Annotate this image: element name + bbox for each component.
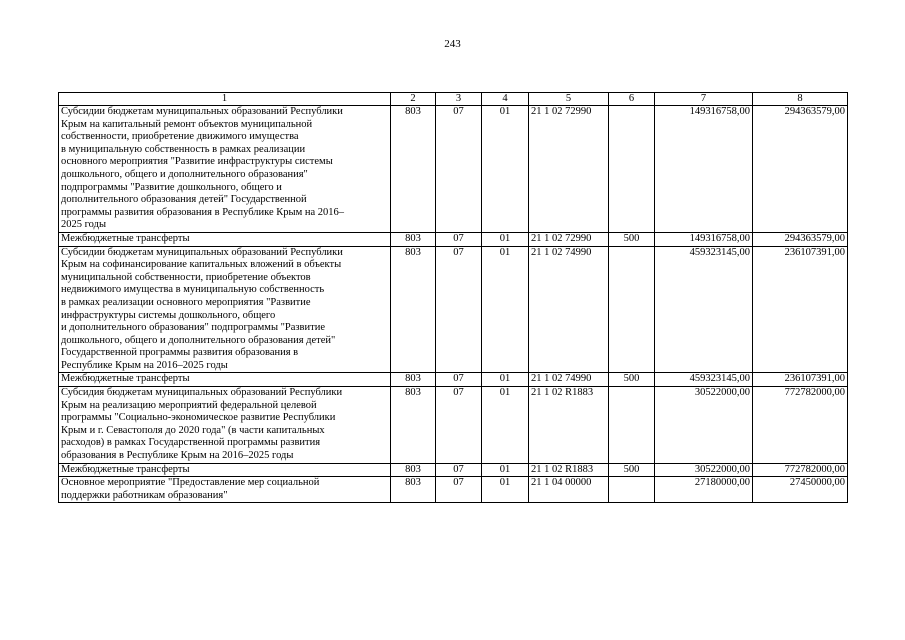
admin-code-cell: 803 xyxy=(391,373,436,387)
description-line: Субсидии бюджетам муниципальных образований Республики xyxy=(61,246,343,258)
section-code-cell: 07 xyxy=(436,106,482,233)
expense-type-cell xyxy=(609,106,655,233)
target-article-cell: 21 1 02 72990 xyxy=(529,106,609,233)
target-article-cell: 21 1 04 00000 xyxy=(529,477,609,503)
target-article-cell: 21 1 02 72990 xyxy=(529,232,609,246)
amount-2018-cell: 236107391,00 xyxy=(753,246,848,373)
table-row xyxy=(59,463,848,477)
expense-type-cell: 500 xyxy=(609,232,655,246)
column-header-7: 7 xyxy=(655,93,753,106)
section-code-cell: 07 xyxy=(436,387,482,464)
expense-type-cell: 500 xyxy=(609,373,655,387)
column-header-1: 1 xyxy=(59,93,391,106)
description-line: Межбюджетные трансферты xyxy=(61,463,190,475)
column-header-5: 5 xyxy=(529,93,609,106)
amount-2018-cell: 294363579,00 xyxy=(753,106,848,233)
table-row xyxy=(59,106,848,233)
row-description xyxy=(59,232,391,246)
row-description xyxy=(59,387,391,464)
budget-table xyxy=(58,92,848,503)
description-line: собственности, приобретение движимого имущества xyxy=(61,131,299,143)
description-line: 2025 годы xyxy=(61,219,107,231)
amount-2018-cell: 236107391,00 xyxy=(753,373,848,387)
description-line: расходов) в рамках Государственной программы развития xyxy=(61,437,321,449)
table-row xyxy=(59,232,848,246)
description-line: Субсидия бюджетам муниципальных образований Республики xyxy=(61,387,343,399)
table-row xyxy=(59,246,848,373)
row-description xyxy=(59,246,391,373)
column-header-4: 4 xyxy=(482,93,529,106)
admin-code-cell: 803 xyxy=(391,246,436,373)
description-line: Крым на реализацию мероприятий федеральной целевой xyxy=(61,399,317,411)
amount-2017-cell: 459323145,00 xyxy=(655,246,753,373)
description-line: основного мероприятия "Развитие инфраструктуры системы xyxy=(61,156,333,168)
section-code-cell: 07 xyxy=(436,246,482,373)
section-code-cell: 07 xyxy=(436,463,482,477)
subsection-code-cell: 01 xyxy=(482,246,529,373)
table-row xyxy=(59,373,848,387)
target-article-cell: 21 1 02 R1883 xyxy=(529,387,609,464)
description-line: Крым на софинансирование капитальных вложений в объекты xyxy=(61,259,342,271)
section-code-cell: 07 xyxy=(436,232,482,246)
description-line: Межбюджетные трансферты xyxy=(61,373,190,385)
description-line: и дополнительного образования" подпрограммы "Развитие xyxy=(61,322,326,334)
subsection-code-cell: 01 xyxy=(482,463,529,477)
amount-2017-cell: 30522000,00 xyxy=(655,463,753,477)
description-line: дошкольного, общего и дополнительного образования детей" xyxy=(61,334,336,346)
description-line: подпрограммы "Развитие дошкольного, общего и xyxy=(61,181,282,193)
target-article-cell: 21 1 02 74990 xyxy=(529,373,609,387)
column-header-3: 3 xyxy=(436,93,482,106)
admin-code-cell: 803 xyxy=(391,387,436,464)
page-number: 243 xyxy=(444,38,461,50)
column-header-8: 8 xyxy=(753,93,848,106)
admin-code-cell: 803 xyxy=(391,477,436,503)
amount-2017-cell: 27180000,00 xyxy=(655,477,753,503)
admin-code-cell: 803 xyxy=(391,463,436,477)
table-row xyxy=(59,387,848,464)
description-line: программы развития образования в Республике Крым на 2016– xyxy=(61,206,345,218)
expense-type-cell xyxy=(609,477,655,503)
description-line: Крым на капитальный ремонт объектов муниципальной xyxy=(61,118,313,130)
description-line: Межбюджетные трансферты xyxy=(61,232,190,244)
amount-2017-cell: 149316758,00 xyxy=(655,106,753,233)
row-description xyxy=(59,373,391,387)
target-article-cell: 21 1 02 R1883 xyxy=(529,463,609,477)
target-article-cell: 21 1 02 74990 xyxy=(529,246,609,373)
table-header-row xyxy=(59,93,848,106)
row-description xyxy=(59,463,391,477)
description-line: программы "Социально-экономическое развитие Республики xyxy=(61,412,336,424)
description-line: дошкольного, общего и дополнительного образования" xyxy=(61,168,308,180)
description-line: в муниципальную собственность в рамках реализации xyxy=(61,143,306,155)
row-description xyxy=(59,106,391,233)
amount-2017-cell: 30522000,00 xyxy=(655,387,753,464)
description-line: дополнительного образования детей" Государственной xyxy=(61,194,307,206)
description-line: Субсидии бюджетам муниципальных образований Республики xyxy=(61,106,343,117)
admin-code-cell: 803 xyxy=(391,106,436,233)
admin-code-cell: 803 xyxy=(391,232,436,246)
section-code-cell: 07 xyxy=(436,373,482,387)
description-line: Государственной программы развития образования в xyxy=(61,347,299,359)
expense-type-cell xyxy=(609,387,655,464)
description-line: Крым и г. Севастополя до 2020 года" (в части капитальных xyxy=(61,424,325,436)
row-description xyxy=(59,477,391,503)
amount-2018-cell: 294363579,00 xyxy=(753,232,848,246)
description-line: Республике Крым на 2016–2025 годы xyxy=(61,359,228,371)
amount-2017-cell: 149316758,00 xyxy=(655,232,753,246)
amount-2018-cell: 27450000,00 xyxy=(753,477,848,503)
subsection-code-cell: 01 xyxy=(482,106,529,233)
description-line: поддержки работникам образования" xyxy=(61,489,228,501)
subsection-code-cell: 01 xyxy=(482,373,529,387)
description-line: недвижимого имущества в муниципальную собственность xyxy=(61,284,325,296)
expense-type-cell xyxy=(609,246,655,373)
amount-2018-cell: 772782000,00 xyxy=(753,463,848,477)
expense-type-cell: 500 xyxy=(609,463,655,477)
amount-2017-cell: 459323145,00 xyxy=(655,373,753,387)
subsection-code-cell: 01 xyxy=(482,232,529,246)
description-line: в рамках реализации основного мероприятия "Развитие xyxy=(61,296,311,308)
amount-2018-cell: 772782000,00 xyxy=(753,387,848,464)
subsection-code-cell: 01 xyxy=(482,387,529,464)
description-line: образования в Республике Крым на 2016–2025 годы xyxy=(61,450,294,462)
description-line: инфраструктуры системы дошкольного, общего xyxy=(61,309,276,321)
description-line: муниципальной собственности, приобретение объектов xyxy=(61,271,311,283)
section-code-cell: 07 xyxy=(436,477,482,503)
description-line: Основное мероприятие "Предоставление мер социальной xyxy=(61,477,320,489)
subsection-code-cell: 01 xyxy=(482,477,529,503)
column-header-2: 2 xyxy=(391,93,436,106)
table-row xyxy=(59,477,848,503)
column-header-6: 6 xyxy=(609,93,655,106)
